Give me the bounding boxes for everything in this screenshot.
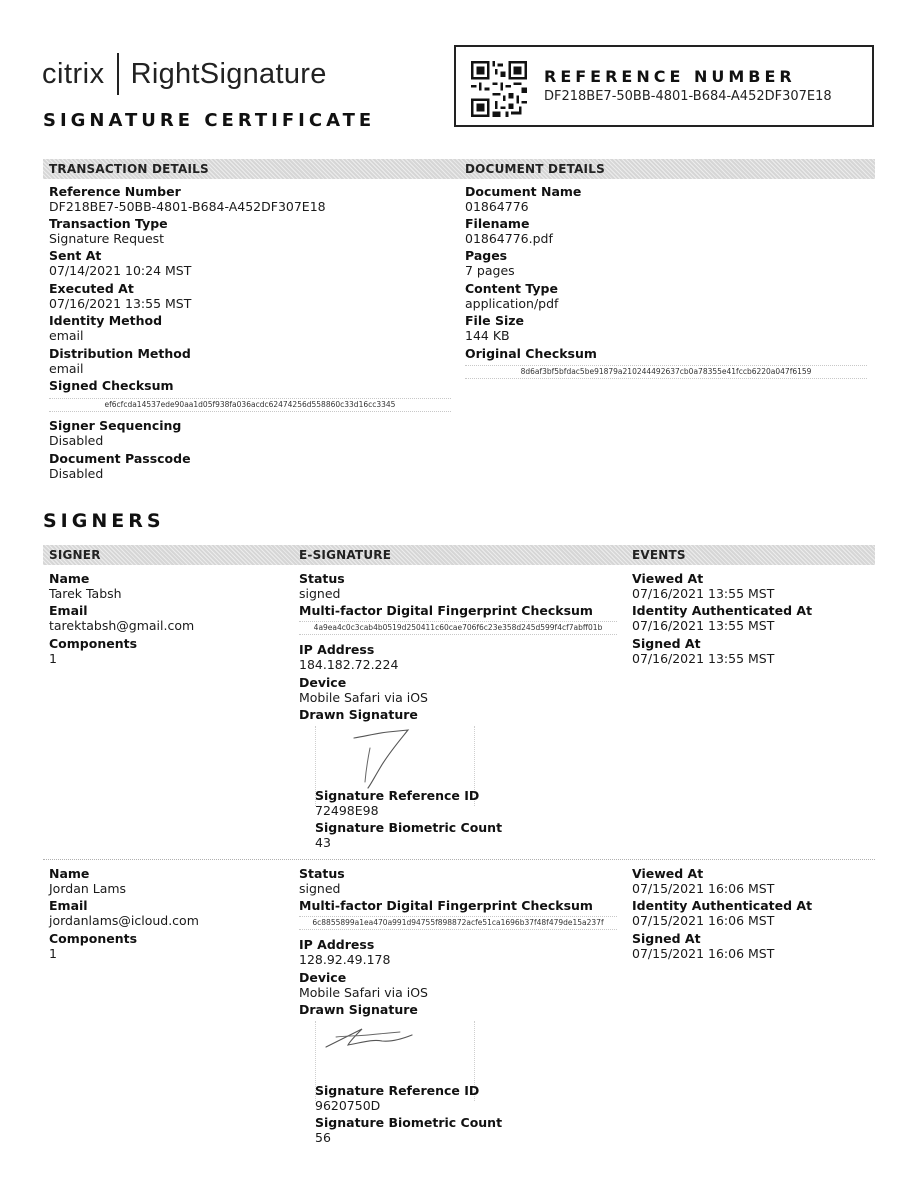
transaction-type: [49, 216, 168, 246]
field-value: email: [49, 361, 84, 376]
field-label: Multi-factor Digital Fingerprint Checksum: [299, 603, 593, 618]
field-label: Signed At: [632, 636, 701, 651]
field-label: Signature Reference ID: [315, 1083, 480, 1098]
field-value: 07/15/2021 16:06 MST: [632, 913, 775, 928]
logo-divider: [117, 53, 119, 95]
field-value: Disabled: [49, 466, 104, 481]
field-value: DF218BE7-50BB-4801-B684-A452DF307E18: [49, 199, 326, 214]
field-label: Original Checksum: [465, 346, 597, 361]
field-value: 01864776: [465, 199, 529, 214]
field-label: Signature Biometric Count: [315, 1115, 503, 1130]
field-label: Drawn Signature: [299, 1002, 418, 1017]
signer-mfa-checksum: [299, 898, 593, 913]
transaction-details-heading: TRANSACTION DETAILS: [49, 162, 209, 176]
reference-number-value: DF218BE7-50BB-4801-B684-A452DF307E18: [544, 89, 832, 104]
signer-device: [299, 970, 428, 1000]
field-value: 144 KB: [465, 328, 510, 343]
document-content-type: [465, 281, 558, 311]
field-value: 07/15/2021 16:06 MST: [632, 946, 775, 961]
logo-citrix: citrix: [42, 57, 105, 90]
field-label: Identity Method: [49, 313, 163, 328]
field-label: Transaction Type: [49, 216, 168, 231]
document-filename: [465, 216, 553, 246]
field-label: Email: [49, 898, 88, 913]
field-label: Distribution Method: [49, 346, 191, 361]
signer-signature-reference: [315, 1083, 479, 1113]
signer-mfa-checksum: [299, 603, 593, 618]
signers-header-bar: [43, 545, 875, 565]
field-label: Executed At: [49, 281, 134, 296]
field-label: Device: [299, 970, 347, 985]
field-value: 43: [315, 835, 331, 850]
field-label: Signature Biometric Count: [315, 820, 503, 835]
field-value: 07/16/2021 13:55 MST: [49, 296, 192, 311]
field-label: Name: [49, 571, 90, 586]
field-value: tarektabsh@gmail.com: [49, 618, 195, 633]
field-label: Drawn Signature: [299, 707, 418, 722]
field-value: 184.182.72.224: [299, 657, 399, 672]
field-label: Status: [299, 866, 345, 881]
field-value: 07/16/2021 13:55 MST: [632, 651, 775, 666]
signer-viewed-at: [632, 571, 774, 601]
field-value: Disabled: [49, 433, 104, 448]
signer-viewed-at: [632, 866, 774, 896]
field-value: 1: [49, 946, 57, 961]
field-value: 56: [315, 1130, 331, 1145]
reference-box: [454, 45, 874, 127]
field-label: Document Passcode: [49, 451, 191, 466]
field-label: IP Address: [299, 937, 375, 952]
field-value: 7 pages: [465, 263, 515, 278]
field-label: Device: [299, 675, 347, 690]
document-file-size: [465, 313, 524, 343]
transaction-distribution-method: [49, 346, 191, 376]
field-value: Mobile Safari via iOS: [299, 985, 428, 1000]
document-details-heading: DOCUMENT DETAILS: [465, 162, 605, 176]
field-label: Components: [49, 636, 138, 651]
document-original-checksum: [465, 346, 597, 361]
events-column-heading: EVENTS: [632, 548, 686, 562]
signer-device: [299, 675, 428, 705]
field-label: Status: [299, 571, 345, 586]
field-value: 128.92.49.178: [299, 952, 391, 967]
field-value: Tarek Tabsh: [49, 586, 122, 601]
original-checksum-value: 8d6af3bf5bfdac5be91879a210244492637cb0a78355e41fccb6220a047f6159: [465, 365, 867, 379]
field-label: Email: [49, 603, 88, 618]
transaction-reference-number: [49, 184, 326, 214]
field-label: Signer Sequencing: [49, 418, 182, 433]
mfa-checksum-value: 6c8855899a1ea470a991d94755f898872acfe51ca1696b37f48f479de15a237f: [299, 916, 617, 930]
transaction-identity-method: [49, 313, 162, 343]
field-value: 07/14/2021 10:24 MST: [49, 263, 192, 278]
document-pages: [465, 248, 515, 278]
field-label: Multi-factor Digital Fingerprint Checksum: [299, 898, 593, 913]
signer-status: [299, 866, 345, 896]
field-label: Viewed At: [632, 866, 704, 881]
signer-email: [49, 898, 199, 928]
signer-signature-reference: [315, 788, 479, 818]
signers-title: SIGNERS: [43, 510, 165, 532]
field-label: File Size: [465, 313, 524, 328]
signer-components: [49, 636, 137, 666]
field-label: Sent At: [49, 248, 102, 263]
transaction-sent-at: [49, 248, 191, 278]
signer-components: [49, 931, 137, 961]
logo-product: RightSignature: [130, 57, 327, 90]
field-value: Signature Request: [49, 231, 165, 246]
reference-number-label: REFERENCE NUMBER: [544, 67, 796, 86]
field-value: signed: [299, 586, 341, 601]
field-value: application/pdf: [465, 296, 559, 311]
field-label: Viewed At: [632, 571, 704, 586]
field-value: 1: [49, 651, 57, 666]
field-label: Signed Checksum: [49, 378, 174, 393]
field-value: 07/15/2021 16:06 MST: [632, 881, 775, 896]
field-value: 07/16/2021 13:55 MST: [632, 618, 775, 633]
signer-ip-address: [299, 642, 398, 672]
field-label: Reference Number: [49, 184, 181, 199]
field-value: 01864776.pdf: [465, 231, 553, 246]
transaction-signed-checksum: [49, 378, 174, 393]
field-value: 9620750D: [315, 1098, 381, 1113]
transaction-document-passcode: [49, 451, 191, 481]
field-value: jordanlams@icloud.com: [49, 913, 199, 928]
field-value: 72498E98: [315, 803, 379, 818]
signer-signed-at: [632, 931, 774, 961]
field-value: 07/16/2021 13:55 MST: [632, 586, 775, 601]
esignature-column-heading: E-SIGNATURE: [299, 548, 392, 562]
field-label: Identity Authenticated At: [632, 898, 813, 913]
field-label: Identity Authenticated At: [632, 603, 813, 618]
signer-name: [49, 571, 122, 601]
details-header-bar: [43, 159, 875, 179]
field-label: Components: [49, 931, 138, 946]
signer-authenticated-at: [632, 603, 812, 633]
logo: [42, 52, 327, 96]
qr-code-icon: [471, 61, 527, 117]
signer-biometric-count: [315, 820, 502, 850]
field-value: Mobile Safari via iOS: [299, 690, 428, 705]
signer-email: [49, 603, 194, 633]
signer-divider: [43, 859, 875, 860]
signer-biometric-count: [315, 1115, 502, 1145]
field-label: Content Type: [465, 281, 558, 296]
field-value: Jordan Lams: [49, 881, 127, 896]
signer-drawn-signature-label: [299, 707, 418, 722]
field-label: IP Address: [299, 642, 375, 657]
document-name: [465, 184, 581, 214]
signer-authenticated-at: [632, 898, 812, 928]
transaction-signer-sequencing: [49, 418, 181, 448]
field-label: Document Name: [465, 184, 582, 199]
field-label: Name: [49, 866, 90, 881]
field-label: Filename: [465, 216, 530, 231]
signer-signed-at: [632, 636, 774, 666]
field-value: email: [49, 328, 84, 343]
transaction-executed-at: [49, 281, 191, 311]
field-label: Signature Reference ID: [315, 788, 480, 803]
signer-drawn-signature-label: [299, 1002, 418, 1017]
signer-column-heading: SIGNER: [49, 548, 101, 562]
page-title: SIGNATURE CERTIFICATE: [43, 110, 376, 131]
field-label: Pages: [465, 248, 508, 263]
signer-status: [299, 571, 345, 601]
signer-ip-address: [299, 937, 390, 967]
field-value: signed: [299, 881, 341, 896]
signer-name: [49, 866, 126, 896]
mfa-checksum-value: 4a9ea4c0c3cab4b0519d250411c60cae706f6c23e358d245d599f4cf7abff01b: [299, 621, 617, 635]
field-label: Signed At: [632, 931, 701, 946]
signed-checksum-value: ef6cfcda14537ede90aa1d05f938fa036acdc62474256d558860c33d16cc3345: [49, 398, 451, 412]
